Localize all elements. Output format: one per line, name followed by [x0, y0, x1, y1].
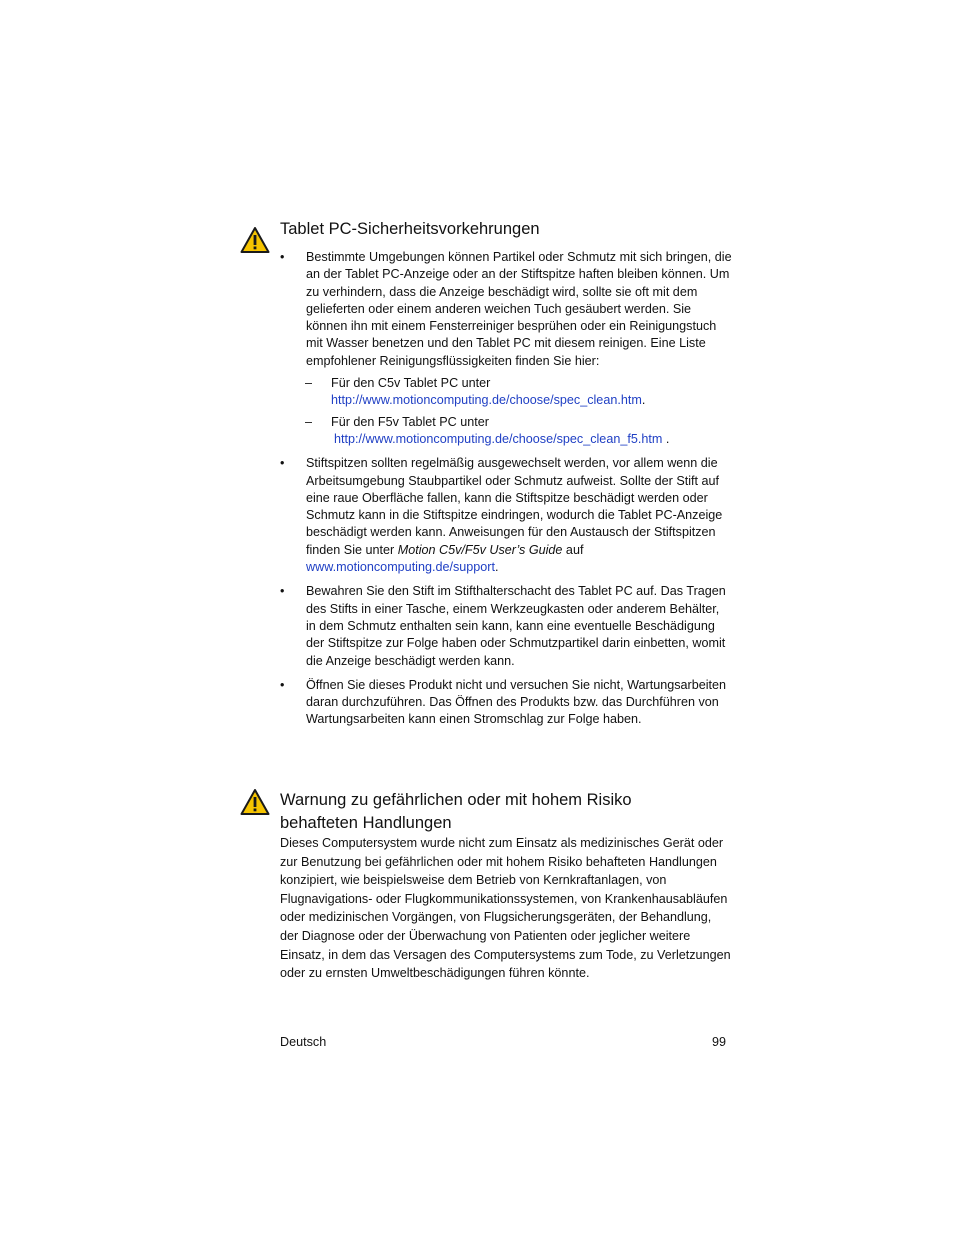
high-risk-paragraph: Dieses Computersystem wurde nicht zum Einsatz als medizinisches Gerät oder zur Benutzung bei gefährlichen oder mit hohem Risiko behafteten Handlungen konzipiert, wie beispielsweise dem Betrieb von Kernkraftanlagen, von Flugnavigations- oder Flugkommunikationssystemen, von Krankenhausabläufen oder medizinischen Vorgängen, von Flugsicherungsgeräten, der Behandlung, der Diagnose oder der Überwachung von Patienten oder jeglicher weitere Einsatz, in dem das Versagen des Computersystems zum Tode, zu Verletzungen oder zu ernsten Umweltbeschädigungen führen könnte. [280, 836, 731, 981]
section-title-high-risk-warning [280, 789, 632, 835]
footer-language: Deutsch [280, 1035, 327, 1049]
bullet-text: Bewahren Sie den Stift im Stifthalterschacht des Tablet PC auf. Das Tragen des Stifts in einer Tasche, einem Werkzeugkasten oder anderem Behälter, in dem Schmutz enthalten sein kann, kann eine eventuelle Beschädigung der Stiftspitze zur Folge haben oder Schmutzpartikel darin einbetten, womit die Anzeige beschädigt werden kann. [306, 584, 726, 668]
title-line-1: Warnung zu gefährlichen oder mit hohem Risiko [280, 791, 632, 809]
sub-item-f5v [280, 414, 732, 449]
bullet-marker: • [280, 677, 285, 692]
user-guide-title: Motion C5v/F5v User’s Guide [397, 542, 563, 557]
section-title-tablet-safety: Tablet PC-Sicherheitsvorkehrungen [280, 220, 540, 238]
link-spec-clean-c5v[interactable]: http://www.motioncomputing.de/choose/spec_clean.htm [331, 393, 642, 408]
list-item [280, 455, 732, 576]
sub-item-punct: . [662, 431, 670, 446]
bullet-marker: • [280, 250, 285, 264]
dash-marker: – [305, 376, 313, 391]
link-spec-clean-f5v[interactable]: http://www.motioncomputing.de/choose/spec_clean_f5.htm [334, 431, 663, 446]
list-item [280, 677, 732, 729]
warning-triangle-icon [240, 788, 270, 816]
page-number: 99 [712, 1035, 727, 1049]
safety-bullet-list [280, 249, 732, 736]
sub-item-c5v [280, 375, 732, 410]
bullet-text: Öffnen Sie dieses Produkt nicht und versuchen Sie nicht, Wartungsarbeiten daran durchzuführen. Das Öffnen des Produkts bzw. das Durchführen von Wartungsarbeiten kann einen Stromschlag zur Folge haben. [306, 677, 727, 727]
list-item [280, 249, 732, 448]
bullet-text-mid: auf [562, 542, 584, 557]
list-item [280, 583, 732, 669]
dash-marker: – [305, 414, 313, 429]
sub-item-text: Für den F5v Tablet PC unter [331, 414, 489, 429]
bullet-marker: • [280, 584, 285, 599]
bullet-marker: • [280, 456, 285, 471]
bullet-text: Stiftspitzen sollten regelmäßig ausgewechselt werden, vor allem wenn die Arbeitsumgebung Staubpartikel oder Schmutz aufweist. Sollte der Stift auf eine raue Oberfläche fallen, kann die Stiftspitze beschädigt werden oder Schmutz kann in die Stiftspitze eindringen, wodurch die Tablet PC-Anzeige beschädigt werden kann. Anweisungen für den Austausch der Stiftspitzen finden Sie unter [306, 456, 723, 557]
title-line-2: behafteten Handlungen [280, 814, 452, 832]
bullet-text-end: . [495, 560, 499, 575]
sub-item-text: Für den C5v Tablet PC unter [331, 376, 491, 391]
bullet-text: Bestimmte Umgebungen können Partikel oder Schmutz mit sich bringen, die an der Tablet PC-Anzeige oder an der Stiftspitze haften bleiben können. Um zu verhindern, dass die Anzeige beschädigt wird, sollte sie oft mit dem gelieferten oder einem anderen weichen Tuch gesäubert werden. Sie können ihn mit einem Fensterreiniger besprühen oder ein Reinigungstuch mit Wasser benetzen und den Tablet PC mit diesem reinigen. Eine Liste empfohlener Reinigungsflüssigkeiten finden Sie hier: [306, 250, 732, 368]
warning-triangle-icon [240, 226, 270, 254]
link-support[interactable]: www.motioncomputing.de/support [306, 560, 496, 575]
sub-item-punct: . [641, 393, 646, 408]
